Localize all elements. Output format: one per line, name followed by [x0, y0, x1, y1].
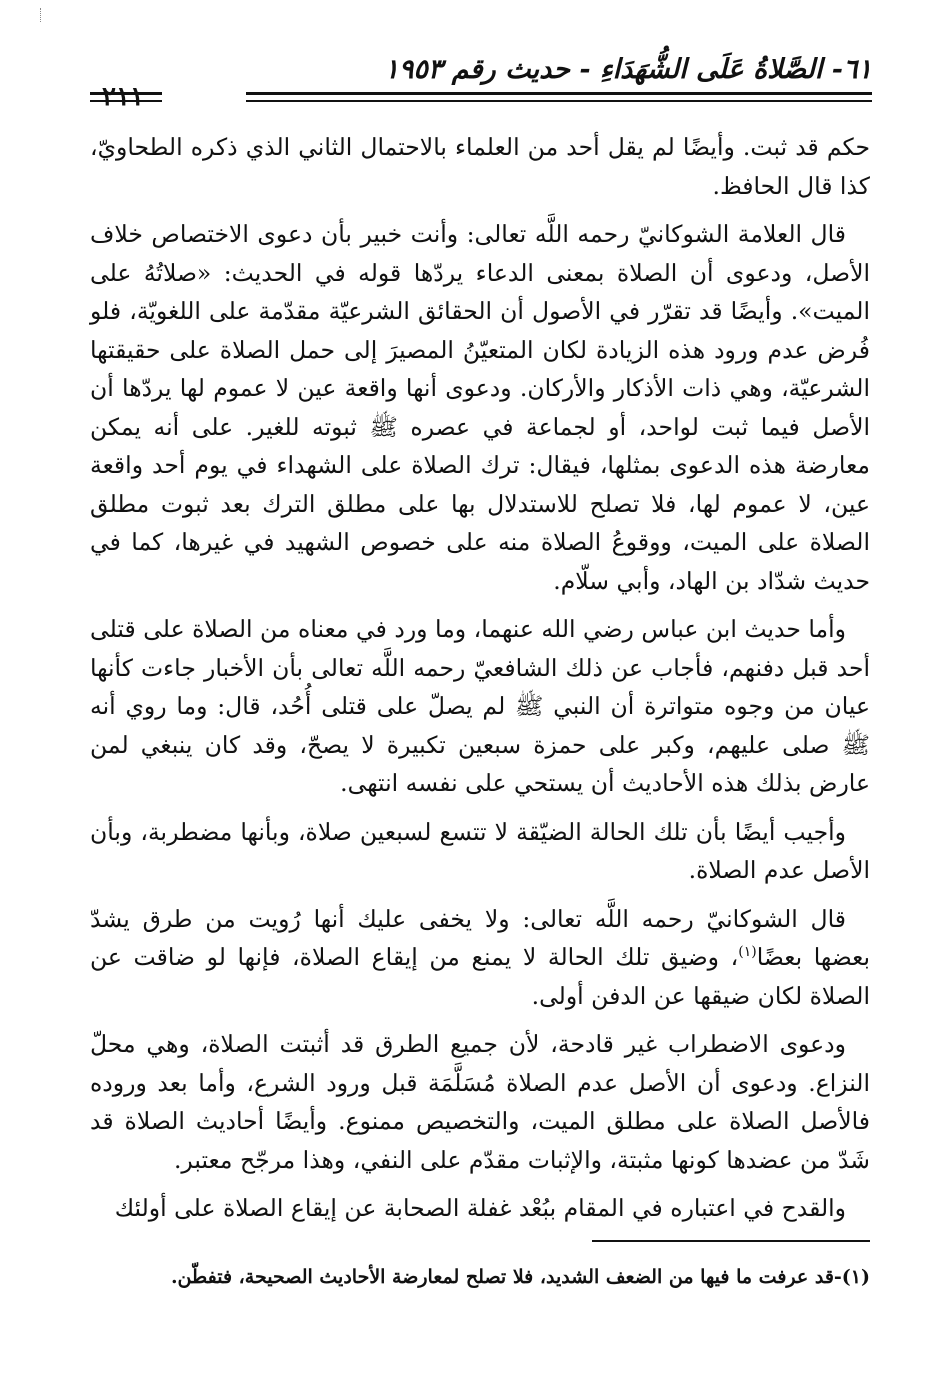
paragraph-2: قال العلامة الشوكانيّ رحمه اللَّه تعالى: وأنت خبير بأن دعوى الاختصاص خلاف الأصل، ودعوى أن الصلاة بمعنى الدعاء يردّها قوله في الحديث: «صلاتُهُ على الميت». وأيضًا قد تقرّر في الأصول أن الحقائق الشرعيّة مقدّمة على اللغويّة، فلو فُرض عدم ورود هذه الزيادة لكان المتعيّنُ المصيرَ إلى حمل الصلاة على حقيقتها الشرعيّة، وهي ذات الأذكار والأركان. ودعوى أنها واقعة عين لا عموم لها يردّها أن الأصل فيما ثبت لواحد، أو لجماعة في عصره ﷺ ثبوته للغير. على أنه يمكن معارضة هذه الدعوى بمثلها، فيقال: ترك الصلاة على الشهداء في يوم أحد واقعة عين، لا عموم لها، فلا تصلح للاستدلال بها على مطلق الترك بعد ثبوت مطلق الصلاة على الميت، ووقوعُ الصلاة منه على خصوص الشهيد في غيرها، كما في حديث شدّاد بن الهاد، وأبي سلّام.	[90, 220, 870, 595]
main-text	[90, 128, 870, 1238]
paragraph-5-text: قال الشوكانيّ رحمه اللَّه تعالى: ولا يخفى عليك أنها رُويت من طرق يشدّ بعضها بعضًا	[90, 904, 870, 971]
paragraph-3: وأما حديث ابن عباس رضي الله عنهما، وما ورد في معناه من الصلاة على قتلى أحد قبل دفنهم، فأجاب عن ذلك الشافعيّ رحمه اللَّه تعالى بأن الأخبار جاءت كأنها عيان من وجوه متواترة أن النبي ﷺ لم يصلّ على قتلى أُحُد، قال: وما روي أنه ﷺ صلى عليهم، وكبر على حمزة سبعين تكبيرة لا يصحّ، وقد كان ينبغي لمن عارض بذلك هذه الأحاديث أن يستحي على نفسه انتهى.	[90, 615, 870, 797]
header-rule-left-thin	[90, 100, 162, 102]
footnote: (١)-قد عرفت ما فيها من الضعف الشديد، فلا تصلح لمعارضة الأحاديث الصحيحة، فتفطّن.	[170, 1266, 870, 1288]
paragraph-5-rest: ، وضيق تلك الحالة لا يمنع من إيقاع الصلاة، فإنها لو ضاقت عن الصلاة لكان ضيقها عن الدفن أولى.	[90, 943, 870, 1010]
header-rule-thin	[246, 100, 872, 102]
paragraph-5	[90, 900, 870, 1016]
paragraph-6: ودعوى الاضطراب غير قادحة، لأن جميع الطرق قد أثبتت الصلاة، وهي محلّ النزاع. ودعوى أن الأصل عدم الصلاة مُسَلَّمَة قبل ورود الشرع، وأما بعد وروده فالأصل الصلاة على مطلق الميت، والتخصيص ممنوع. وأيضًا أحاديث الصلاة قد شَدّ من عضدها كونها مثبتة، والإثبات مقدّم على النفي، وهذا مرجّح معتبر.	[90, 1030, 870, 1174]
running-header	[90, 52, 872, 96]
header-rule-thick	[246, 92, 872, 95]
page-number: ٢١١	[102, 82, 144, 112]
scan-mark	[40, 8, 43, 22]
footnote-divider	[592, 1240, 870, 1242]
chapter-title: ٦١- الصَّلاةُ عَلَى الشُّهَدَاءِ - حديث رقم ١٩٥٣	[384, 54, 872, 85]
footnote-marker[interactable]: (١)	[738, 944, 757, 961]
paragraph-1: حكم قد ثبت. وأيضًا لم يقل أحد من العلماء بالاحتمال الثاني الذي ذكره الطحاويّ، كذا قال الحافظ.	[90, 133, 870, 200]
paragraph-7: والقدح في اعتباره في المقام ببُعْد غفلة الصحابة عن إيقاع الصلاة على أولئك	[114, 1194, 846, 1222]
paragraph-4: وأجيب أيضًا بأن تلك الحالة الضيّقة لا تتسع لسبعين صلاة، وبأنها مضطربة، وبأن الأصل عدم الصلاة.	[90, 817, 870, 884]
header-rule-left-thick	[90, 92, 162, 95]
